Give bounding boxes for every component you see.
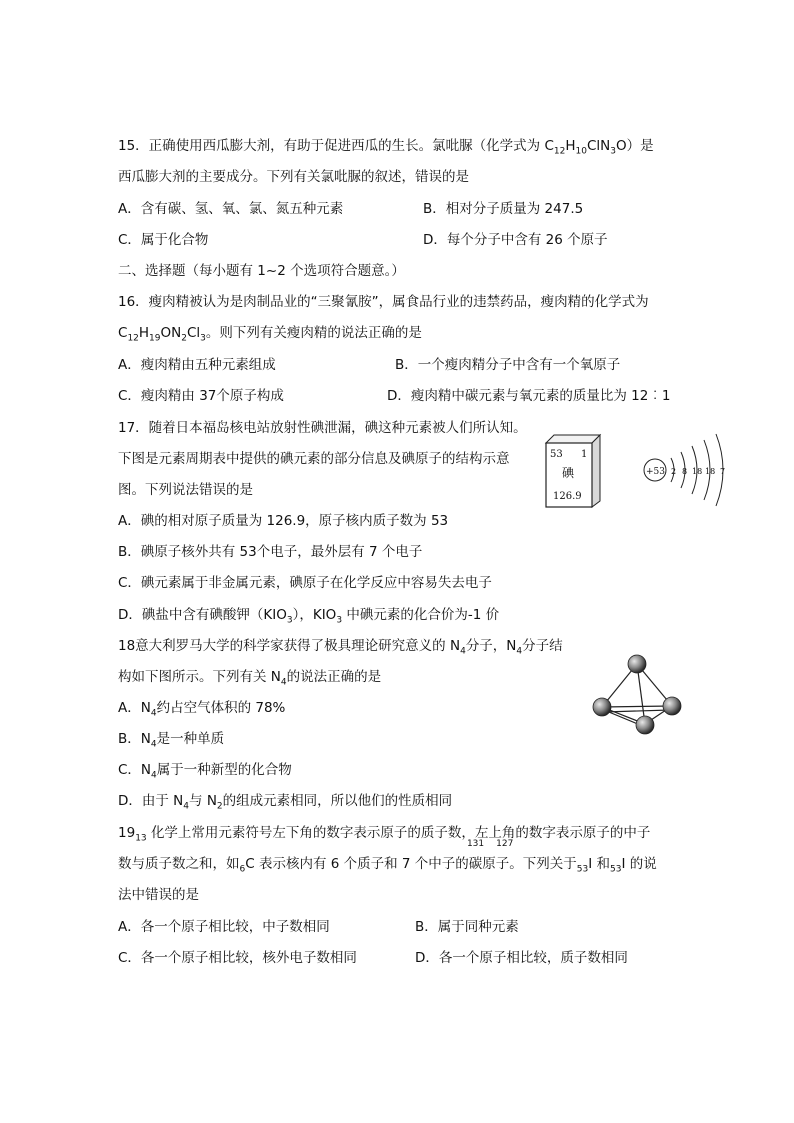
card-atomic-mass: 126.9 [553, 491, 582, 502]
q16-stem-line1: 16．瘦肉精被认为是肉制品业的“三聚氰胺”，属食品行业的违禁药品，瘦肉精的化学式为 [118, 294, 649, 310]
q17-option-c[interactable]: C．碘元素属于非金属元素，碘原子在化学反应中容易失去电子 [118, 575, 492, 591]
q16-option-c[interactable]: C．瘦肉精由 37个原子构成 [118, 388, 284, 404]
q15-stem-line2: 西瓜膨大剂的主要成分。下列有关氯吡脲的叙述，错误的是 [118, 169, 469, 185]
n4-atom-right [663, 697, 681, 715]
q15-option-d[interactable]: D．每个分子中含有 26 个原子 [423, 232, 608, 248]
n4-atom-top [628, 655, 646, 673]
q18-option-c[interactable]: C．$N_4$属于一种新型的化合物 [118, 762, 292, 781]
q18-stem-line2: 构如下图所示。下列有关 $N_4$的说法正确的是 [118, 669, 382, 688]
section-title: 二、选择题（每小题有 1~2 个选项符合题意。） [118, 263, 405, 279]
n4-bonds [602, 664, 672, 727]
q19-stem-line1: $19_{13}$ 化学上常用元素符号左下角的数字表示原子的质子数， 131 127 左上角的数字表示原子的中子 [118, 825, 651, 849]
q17-stem-line3: 图。下列说法错误的是 [118, 482, 253, 498]
card-group-number: 1 [581, 449, 588, 460]
shell-count-1: 2 [671, 467, 677, 476]
n4-molecule-diagram [590, 650, 685, 742]
element-card-graphic [544, 433, 602, 509]
q16-option-a[interactable]: A．瘦肉精由五种元素组成 [118, 357, 276, 373]
q17-option-d[interactable]: D．碘盐中含有碘酸钾$(KIO_3)$，$KIO_3$ 中碘元素的化合价为-1 价 [118, 607, 500, 626]
q17-stem-line1: 17．随着日本福岛核电站放射性碘泄漏，碘这种元素被人们所认知。 [118, 420, 527, 436]
q18-option-d[interactable]: D．由于 $N_4$与 $N_2$的组成元素相同，所以他们的性质相同 [118, 793, 453, 812]
q18-stem-line1: 18意大利罗马大学的科学家获得了极具理论研究意义的 $N_4$分子，$N_4$分子结 [118, 638, 563, 657]
q17-stem-line2: 下图是元素周期表中提供的碘元素的部分信息及碘原子的结构示意 [118, 451, 510, 467]
q15-option-a[interactable]: A．含有碳、氢、氧、氯、氮五种元素 [118, 201, 344, 217]
shell-count-4: 18 [705, 467, 716, 476]
n4-atom-front [636, 716, 654, 734]
q15-option-b[interactable]: B．相对分子质量为 247.5 [423, 201, 584, 217]
iodine-element-card [544, 433, 602, 509]
card-atomic-number: 53 [550, 449, 563, 460]
q16-option-d[interactable]: D．瘦肉精中碳元素与氧元素的质量比为 12︰1 [387, 388, 671, 404]
shell-count-5: 7 [720, 467, 726, 476]
shell-count-2: 8 [682, 467, 688, 476]
nucleus-charge: +53 [646, 467, 665, 477]
q16-option-b[interactable]: B．一个瘦肉精分子中含有一个氧原子 [395, 357, 621, 373]
q17-option-b[interactable]: B．碘原子核外共有 53个电子，最外层有 7 个电子 [118, 544, 423, 560]
q17-option-a[interactable]: A．碘的相对原子质量为 126.9，原子核内质子数为 53 [118, 513, 449, 529]
q18-option-b[interactable]: B．$N_4$是一种单质 [118, 731, 225, 750]
card-element-symbol: 碘 [562, 466, 575, 480]
n4-atom-left [593, 698, 611, 716]
q19-option-a[interactable]: A．各一个原子相比较，中子数相同 [118, 919, 330, 935]
q19-option-d[interactable]: D．各一个原子相比较，质子数相同 [415, 950, 628, 966]
q19-option-c[interactable]: C．各一个原子相比较，核外电子数相同 [118, 950, 357, 966]
q19-option-b[interactable]: B．属于同种元素 [415, 919, 519, 935]
shell-count-3: 18 [692, 467, 703, 476]
q15-option-c[interactable]: C．属于化合物 [118, 232, 209, 248]
q19-stem-line2: 数与质子数之和，如$_6$C 表示核内有 6 个质子和 7 个中子的碳原子。下列关于$_{53}$I 和$_{53}$I 的说 [118, 856, 657, 875]
q15-stem-line1: 15．正确使用西瓜膨大剂，有助于促进西瓜的生长。氯吡脲（化学式为 $C_{12}H_{10}ClN_3O$）是 [118, 138, 654, 157]
q18-option-a[interactable]: A．$N_4$约占空气体积的 78% [118, 700, 286, 719]
q19-stem-line3: 法中错误的是 [118, 887, 199, 903]
iodine-atom-structure-diagram [640, 430, 732, 510]
q16-stem-line2: $C_{12}H_{19}ON_2Cl_3$。则下列有关瘦肉精的说法正确的是 [118, 325, 422, 344]
